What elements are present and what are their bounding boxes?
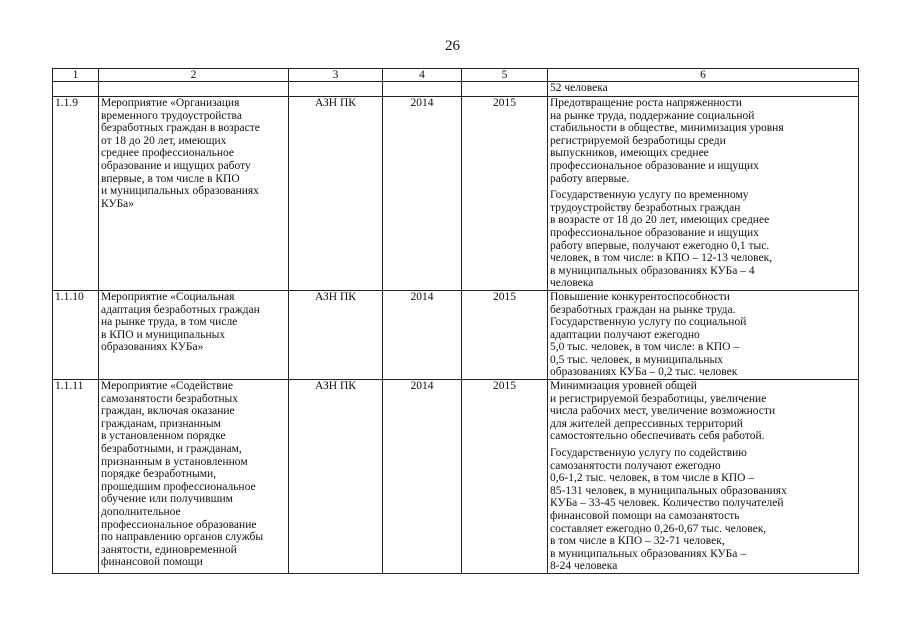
measures-table bbox=[52, 68, 859, 574]
title-line: адаптация безработных граждан bbox=[101, 303, 260, 316]
column-number: 4 bbox=[383, 69, 462, 82]
table-row bbox=[53, 290, 859, 379]
title-line: профессиональное образование bbox=[101, 518, 257, 531]
executor: АЗН ПК bbox=[289, 290, 383, 379]
continuation-result bbox=[548, 82, 859, 97]
result-line: в муниципальных образованиях КУБа – bbox=[550, 547, 746, 560]
result-line: профессиональное образование и ищущих bbox=[550, 159, 759, 172]
result-line: 85-131 человек, в муниципальных образованиях bbox=[550, 484, 787, 497]
page-number: 26 bbox=[445, 38, 460, 54]
title-line: образование и ищущих работу bbox=[101, 159, 251, 172]
title-line: Мероприятие «Организация bbox=[101, 97, 240, 109]
column-number: 6 bbox=[548, 69, 859, 82]
title-line: дополнительное bbox=[101, 506, 181, 518]
result-line: финансовой помощи на самозанятость bbox=[550, 510, 740, 522]
title-line: безработных граждан в возрасте bbox=[101, 122, 260, 135]
result-line: 0,6-1,2 тыс. человек, в том числе в КПО – bbox=[550, 472, 755, 485]
result-line: составляет ежегодно 0,26-0,67 тыс. человек, bbox=[550, 522, 767, 535]
result-line: для жителей депрессивных территорий bbox=[550, 417, 743, 430]
expected-result bbox=[548, 290, 859, 379]
column-number: 2 bbox=[99, 69, 289, 82]
title-line: обучение или получившим bbox=[101, 493, 233, 506]
result-line: 8-24 человека bbox=[550, 560, 618, 573]
result-line: в муниципальных образованиях КУБа – 4 bbox=[550, 264, 755, 277]
title-line: самозанятости безработных bbox=[101, 392, 238, 405]
title-line: КУБа» bbox=[101, 197, 135, 210]
result-line: Предотвращение роста напряженности bbox=[550, 97, 742, 109]
result-line: работу впервые, получают ежегодно 0,1 тыс. bbox=[550, 239, 770, 252]
measure-title bbox=[99, 380, 289, 574]
result-line: на рынке труда, поддержание социальной bbox=[550, 109, 755, 122]
result-line: 52 человека bbox=[550, 82, 608, 94]
title-line: от 18 до 20 лет, имеющих bbox=[101, 134, 227, 147]
result-line: человек, в том числе: в КПО – 12-13 человек, bbox=[550, 252, 773, 265]
title-line: финансовой помощи bbox=[101, 556, 203, 569]
result-line: 5,0 тыс. человек, в том числе: в КПО – bbox=[550, 341, 740, 354]
start-year: 2014 bbox=[383, 97, 462, 291]
table-row bbox=[53, 380, 859, 574]
title-line: занятости, единовременной bbox=[101, 543, 237, 556]
title-line: признанным в установленном bbox=[101, 455, 248, 468]
result-line: 0,5 тыс. человек, в муниципальных bbox=[550, 353, 723, 366]
result-line: Минимизация уровней общей bbox=[550, 380, 697, 393]
title-line: и муниципальных образованиях bbox=[101, 185, 259, 198]
result-line: профессиональное образование и ищущих bbox=[550, 226, 759, 239]
result-line: Государственную услугу по социальной bbox=[550, 316, 747, 329]
title-line: среднее профессиональное bbox=[101, 147, 234, 160]
result-line: самостоятельно обеспечивать себя работой. bbox=[550, 430, 765, 443]
result-line: адаптации получают ежегодно bbox=[550, 328, 700, 341]
column-number: 5 bbox=[462, 69, 548, 82]
result-line: Государственную услугу по временному bbox=[550, 189, 749, 202]
result-line: выпускников, имеющих среднее bbox=[550, 147, 709, 160]
end-year: 2015 bbox=[462, 97, 548, 291]
result-line: регистрируемой безработицы среди bbox=[550, 134, 726, 147]
result-line: Государственную услугу по содействию bbox=[550, 447, 747, 460]
title-line: временного трудоустройства bbox=[101, 109, 242, 122]
title-line: безработными, и гражданам, bbox=[101, 443, 242, 456]
title-line: на рынке труда, в том числе bbox=[101, 316, 238, 329]
expected-result bbox=[548, 97, 859, 291]
result-line: числа рабочих мест, увеличение возможности bbox=[550, 405, 776, 418]
result-line: работу впервые. bbox=[550, 172, 630, 185]
result-line: безработных граждан на рынке труда. bbox=[550, 303, 736, 316]
column-number: 3 bbox=[289, 69, 383, 82]
result-line: Повышение конкурентоспособности bbox=[550, 290, 730, 303]
result-line: в том числе в КПО – 32-71 человек, bbox=[550, 535, 725, 548]
column-number: 1 bbox=[53, 69, 99, 82]
title-line: Мероприятие «Содействие bbox=[101, 380, 233, 393]
title-line: порядке безработными, bbox=[101, 468, 217, 481]
title-line: образованиях КУБа» bbox=[101, 341, 204, 354]
executor: АЗН ПК bbox=[289, 97, 383, 291]
table-row bbox=[53, 97, 859, 291]
measure-title bbox=[99, 97, 289, 291]
expected-result bbox=[548, 380, 859, 574]
measure-title bbox=[99, 290, 289, 379]
result-line: человека bbox=[550, 277, 594, 290]
title-line: гражданам, признанным bbox=[101, 417, 221, 430]
title-line: граждан, включая оказание bbox=[101, 405, 235, 418]
start-year: 2014 bbox=[383, 290, 462, 379]
executor: АЗН ПК bbox=[289, 380, 383, 574]
start-year: 2014 bbox=[383, 380, 462, 574]
title-line: впервые, в том числе в КПО bbox=[101, 172, 240, 185]
title-line: Мероприятие «Социальная bbox=[101, 290, 235, 303]
result-line: и регистрируемой безработицы, увеличение bbox=[550, 392, 767, 405]
continuation-row bbox=[53, 82, 859, 97]
result-line: в возрасте от 18 до 20 лет, имеющих среднее bbox=[550, 214, 770, 227]
result-line: образованиях КУБа – 0,2 тыс. человек bbox=[550, 366, 738, 379]
result-line: самозанятости получают ежегодно bbox=[550, 459, 721, 472]
measure-number: 1.1.11 bbox=[53, 380, 99, 574]
result-line: стабильности в обществе, минимизация уровня bbox=[550, 122, 784, 135]
end-year: 2015 bbox=[462, 380, 548, 574]
measure-number: 1.1.9 bbox=[53, 97, 99, 291]
result-line: КУБа – 33-45 человек. Количество получателей bbox=[550, 497, 784, 510]
title-line: в установленном порядке bbox=[101, 430, 226, 443]
result-line: трудоустройству безработных граждан bbox=[550, 201, 741, 214]
measure-number: 1.1.10 bbox=[53, 290, 99, 379]
title-line: в КПО и муниципальных bbox=[101, 328, 226, 341]
title-line: по направлению органов службы bbox=[101, 531, 264, 544]
title-line: прошедшим профессиональное bbox=[101, 480, 256, 493]
end-year: 2015 bbox=[462, 290, 548, 379]
column-number-row bbox=[53, 69, 859, 82]
